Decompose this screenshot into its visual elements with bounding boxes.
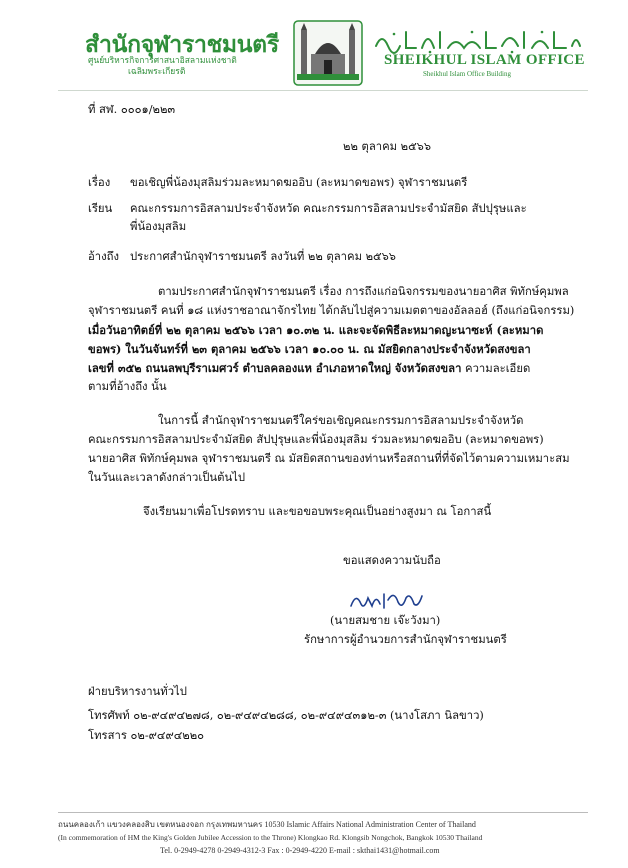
org-subtitle-english: Sheikhul Islam Office Building: [423, 70, 511, 78]
paragraph2-line1: ในการนี้ สำนักจุฬาราชมนตรีใคร่ขอเชิญคณะกรรมการอิสลามประจำจังหวัด: [158, 414, 524, 427]
paragraph1-line3: เมื่อวันอาทิตย์ที่ ๒๒ ตุลาคม ๒๕๖๖ เวลา ๑๐.๓๒ น. และจะจัดพิธีละหมาดญะนาซะห์ (ละหมาด: [88, 323, 544, 337]
footer-address: ถนนคลองเก้า แขวงคลองสิบ เขตหนองจอก กรุงเทพมหานคร 10530 Islamic Affairs National Administration Center of Thailand: [58, 820, 476, 829]
paragraph1-line6: ตามที่อ้างถึง นั้น: [88, 380, 167, 393]
reference-label: อ้างถึง: [88, 250, 120, 263]
org-name-thai: สำนักจุฬาราชมนตรี: [85, 32, 279, 58]
signature-icon: [348, 586, 426, 612]
footer-address-english: (In commemoration of HM the King's Golden Jubilee Accession to the Throne) Klongkao Rd. Klongsib Nongchok, Bangkok 10530 Thailand: [58, 833, 483, 842]
department-name: ฝ่ายบริหารงานทั่วไป: [88, 685, 187, 698]
footer-divider: [58, 812, 588, 813]
letter-date: ๒๒ ตุลาคม ๒๕๖๖: [343, 140, 432, 153]
subject-label: เรื่อง: [88, 176, 111, 189]
arabic-calligraphy-icon: [372, 26, 584, 54]
mosque-logo-icon: [293, 20, 363, 86]
paragraph2-line3: นายอาศิส พิทักษ์คุมพล จุฬาราชมนตรี ณ มัสยิดสถานของท่านหรือสถานที่ที่จัดไว้ตามความเหมาะสม: [88, 452, 570, 465]
recipient-line1: คณะกรรมการอิสลามประจำจังหวัด คณะกรรมการอิสลามประจำมัสยิด สัปปุรุษและ: [130, 202, 527, 215]
paragraph1-line1: ตามประกาศสำนักจุฬาราชมนตรี เรื่อง การถึงแก่อนิจกรรมของนายอาศิส พิทักษ์คุมพล: [158, 285, 569, 298]
paragraph1-line4: ขอพร) ในวันจันทร์ที่ ๒๓ ตุลาคม ๒๕๖๖ เวลา ๑๐.๐๐ น. ณ มัสยิดกลางประจำจังหวัดสงขลา: [88, 342, 531, 356]
signer-name: (นายสมชาย เจ๊ะวังมา): [330, 614, 441, 627]
fax-number: โทรสาร ๐๒-๙๔๙๔๒๒๐: [88, 729, 205, 742]
recipient-line2: พี่น้องมุสลิม: [130, 220, 187, 233]
paragraph1-line2: จุฬาราชมนตรี คนที่ ๑๘ แห่งราชอาณาจักรไทย ได้กลับไปสู่ความเมตตาของอัลลอฮ์ (ถึงแก่อนิจกรรม): [88, 304, 575, 317]
org-subtitle-thai-line1: ศูนย์บริหารกิจการศาสนาอิสลามแห่งชาติ: [88, 56, 237, 66]
closing-text: จึงเรียนมาเพื่อโปรดทราบ และขอขอบพระคุณเป็นอย่างสูงมา ณ โอกาสนี้: [143, 505, 492, 518]
subject-text: ขอเชิญพี่น้องมุสลิมร่วมละหมาดฆออิบ (ละหมาดขอพร) จุฬาราชมนตรี: [130, 176, 468, 189]
paragraph1-line5-bold: เลขที่ ๓๕๒ ถนนลพบุรีราเมศวร์ ตำบลคลองแห อำเภอหาดใหญ่ จังหวัดสงขลา: [88, 361, 462, 375]
paragraph2-line2: คณะกรรมการอิสลามประจำมัสยิด สัปปุรุษและพี่น้องมุสลิม ร่วมละหมาดฆออิบ (ละหมาดขอพร): [88, 433, 544, 446]
reference-text: ประกาศสำนักจุฬาราชมนตรี ลงวันที่ ๒๒ ตุลาคม ๒๕๖๖: [130, 250, 396, 263]
org-name-english: SHEIKHUL ISLAM OFFICE: [384, 52, 585, 68]
phone-numbers: โทรศัพท์ ๐๒-๙๔๙๔๒๗๘, ๐๒-๙๔๙๔๒๘๘, ๐๒-๙๔๙๔๓๑๒-๓ (นางโสภา นิลขาว): [88, 709, 484, 722]
paragraph1-line5-rest: ความละเอียด: [461, 362, 531, 375]
paragraph1-line5: [88, 359, 530, 378]
reference-number: ที่ สฬ. ๐๐๐๑/๒๒๓: [88, 103, 176, 116]
paragraph2-line4: ในวันและเวลาดังกล่าวเป็นต้นไป: [88, 471, 246, 484]
org-subtitle-thai-line2: เฉลิมพระเกียรติ: [128, 67, 186, 77]
footer-contact: Tel. 0-2949-4278 0-2949-4312-3 Fax : 0-2949-4220 E-mail : skthai1431@hotmail.com: [160, 846, 440, 855]
org-subtitle-thai: [88, 56, 237, 78]
regards-text: ขอแสดงความนับถือ: [343, 554, 441, 567]
header-divider: [58, 90, 588, 91]
signer-title: รักษาการผู้อำนวยการสำนักจุฬาราชมนตรี: [304, 633, 507, 646]
recipient-label: เรียน: [88, 202, 113, 215]
